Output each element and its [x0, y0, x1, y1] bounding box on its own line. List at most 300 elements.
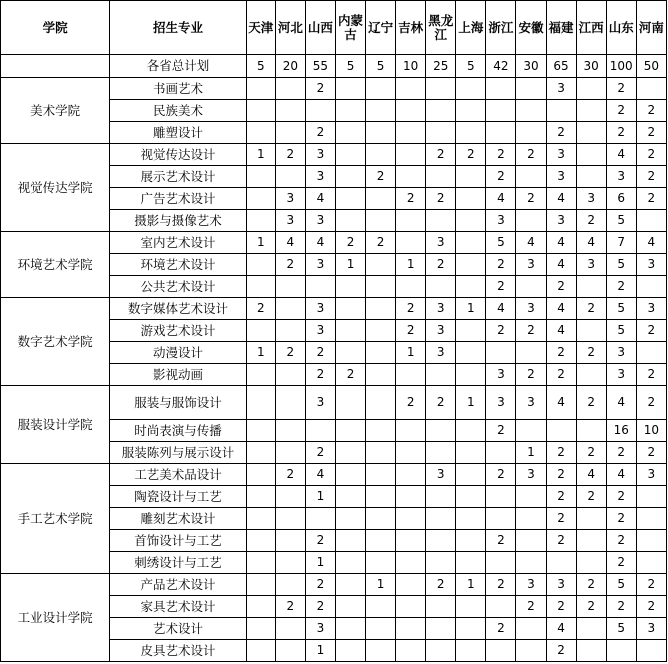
quota-cell — [335, 166, 365, 188]
major-cell: 产品艺术设计 — [110, 574, 246, 596]
quota-cell: 4 — [606, 386, 636, 420]
major-cell: 摄影与摄像艺术 — [110, 210, 246, 232]
major-cell: 服装与服饰设计 — [110, 386, 246, 420]
quota-cell: 6 — [606, 188, 636, 210]
quota-cell: 1 — [246, 342, 275, 364]
college-cell: 服装设计学院 — [1, 386, 110, 464]
quota-cell: 3 — [576, 188, 606, 210]
quota-cell: 2 — [546, 276, 576, 298]
quota-cell: 2 — [576, 342, 606, 364]
quota-cell: 1 — [366, 574, 396, 596]
quota-cell: 3 — [426, 320, 456, 342]
quota-cell — [456, 122, 486, 144]
quota-cell — [275, 122, 305, 144]
totals-row — [1, 55, 667, 78]
quota-cell: 2 — [606, 486, 636, 508]
quota-cell — [396, 640, 426, 662]
quota-cell — [335, 552, 365, 574]
quota-cell — [246, 78, 275, 100]
quota-cell — [426, 276, 456, 298]
quota-cell — [275, 364, 305, 386]
quota-cell: 2 — [305, 442, 335, 464]
quota-cell — [275, 486, 305, 508]
province-header: 福建 — [546, 1, 576, 55]
quota-cell — [516, 210, 546, 232]
quota-cell: 1 — [335, 254, 365, 276]
quota-cell — [246, 530, 275, 552]
quota-cell — [636, 530, 666, 552]
quota-cell — [275, 618, 305, 640]
quota-cell — [246, 210, 275, 232]
quota-cell — [366, 508, 396, 530]
quota-cell — [456, 618, 486, 640]
quota-cell — [426, 210, 456, 232]
quota-cell — [456, 530, 486, 552]
major-cell: 工艺美术品设计 — [110, 464, 246, 486]
quota-cell — [576, 640, 606, 662]
quota-cell — [366, 618, 396, 640]
quota-cell — [366, 144, 396, 166]
quota-cell: 2 — [516, 188, 546, 210]
quota-cell — [426, 364, 456, 386]
quota-cell: 3 — [275, 210, 305, 232]
quota-cell: 5 — [606, 574, 636, 596]
quota-cell: 2 — [456, 144, 486, 166]
major-cell: 时尚表演与传播 — [110, 420, 246, 442]
major-cell: 雕刻艺术设计 — [110, 508, 246, 530]
quota-cell — [275, 574, 305, 596]
quota-cell — [426, 122, 456, 144]
quota-cell: 2 — [636, 166, 666, 188]
quota-cell — [275, 320, 305, 342]
province-header: 内蒙古 — [335, 1, 365, 55]
quota-cell — [576, 420, 606, 442]
quota-cell — [576, 530, 606, 552]
quota-cell — [396, 464, 426, 486]
quota-cell — [576, 364, 606, 386]
quota-cell: 3 — [305, 298, 335, 320]
province-header: 江西 — [576, 1, 606, 55]
quota-cell — [275, 420, 305, 442]
quota-cell — [275, 298, 305, 320]
quota-cell — [636, 508, 666, 530]
quota-cell: 2 — [546, 464, 576, 486]
quota-cell — [335, 442, 365, 464]
quota-cell: 5 — [486, 232, 516, 254]
quota-cell — [516, 78, 546, 100]
quota-cell — [486, 122, 516, 144]
quota-cell — [456, 342, 486, 364]
major-cell: 雕塑设计 — [110, 122, 246, 144]
quota-cell: 2 — [366, 232, 396, 254]
quota-cell — [396, 166, 426, 188]
quota-cell — [335, 342, 365, 364]
quota-cell: 3 — [516, 298, 546, 320]
quota-cell — [426, 618, 456, 640]
quota-cell: 1 — [305, 552, 335, 574]
quota-cell: 2 — [636, 574, 666, 596]
quota-cell — [246, 574, 275, 596]
quota-cell — [396, 276, 426, 298]
quota-cell — [456, 508, 486, 530]
quota-cell: 2 — [606, 276, 636, 298]
quota-cell — [486, 100, 516, 122]
quota-cell — [246, 276, 275, 298]
quota-cell — [456, 486, 486, 508]
quota-cell: 3 — [305, 320, 335, 342]
major-cell: 首饰设计与工艺 — [110, 530, 246, 552]
quota-cell: 2 — [275, 342, 305, 364]
quota-cell: 10 — [636, 420, 666, 442]
quota-cell: 2 — [636, 442, 666, 464]
quota-cell: 2 — [636, 320, 666, 342]
totals-blank-cell — [1, 55, 110, 78]
quota-cell: 2 — [606, 508, 636, 530]
quota-cell — [396, 508, 426, 530]
quota-cell — [456, 166, 486, 188]
quota-cell — [366, 464, 396, 486]
table-row — [1, 232, 667, 254]
quota-cell — [456, 210, 486, 232]
quota-cell: 2 — [576, 298, 606, 320]
college-cell: 数字艺术学院 — [1, 298, 110, 386]
quota-cell: 1 — [456, 298, 486, 320]
quota-cell: 3 — [546, 144, 576, 166]
quota-cell — [516, 552, 546, 574]
quota-cell: 2 — [546, 342, 576, 364]
quota-cell — [396, 442, 426, 464]
quota-cell: 2 — [546, 640, 576, 662]
quota-cell — [335, 640, 365, 662]
quota-cell — [396, 232, 426, 254]
quota-cell: 2 — [636, 188, 666, 210]
quota-cell — [486, 342, 516, 364]
quota-cell — [456, 364, 486, 386]
major-cell: 动漫设计 — [110, 342, 246, 364]
quota-cell: 3 — [636, 618, 666, 640]
header-row — [1, 1, 667, 55]
quota-cell: 2 — [426, 144, 456, 166]
quota-cell — [246, 552, 275, 574]
quota-cell — [576, 100, 606, 122]
totals-label: 各省总计划 — [110, 55, 246, 78]
quota-cell — [366, 342, 396, 364]
quota-cell: 2 — [305, 530, 335, 552]
quota-cell — [396, 574, 426, 596]
province-header: 吉林 — [396, 1, 426, 55]
quota-cell — [305, 100, 335, 122]
quota-cell — [275, 386, 305, 420]
quota-cell — [636, 342, 666, 364]
quota-cell — [576, 552, 606, 574]
total-cell: 100 — [606, 55, 636, 78]
quota-cell: 3 — [305, 386, 335, 420]
quota-cell — [396, 530, 426, 552]
quota-cell: 2 — [486, 464, 516, 486]
quota-cell: 2 — [576, 386, 606, 420]
quota-cell: 4 — [486, 298, 516, 320]
quota-cell — [516, 640, 546, 662]
quota-cell — [636, 276, 666, 298]
quota-cell — [366, 530, 396, 552]
quota-cell — [366, 552, 396, 574]
major-cell: 影视动画 — [110, 364, 246, 386]
quota-cell — [546, 100, 576, 122]
major-cell: 环境艺术设计 — [110, 254, 246, 276]
college-cell: 美术学院 — [1, 78, 110, 144]
quota-cell: 2 — [516, 320, 546, 342]
quota-cell: 4 — [305, 464, 335, 486]
quota-cell — [516, 342, 546, 364]
quota-cell: 1 — [396, 342, 426, 364]
quota-cell: 3 — [576, 254, 606, 276]
total-cell: 55 — [305, 55, 335, 78]
quota-cell: 3 — [546, 210, 576, 232]
quota-cell: 2 — [396, 386, 426, 420]
quota-cell — [456, 464, 486, 486]
quota-cell — [576, 122, 606, 144]
quota-cell: 3 — [426, 298, 456, 320]
quota-cell — [366, 486, 396, 508]
quota-cell — [426, 552, 456, 574]
major-cell: 陶瓷设计与工艺 — [110, 486, 246, 508]
quota-cell: 2 — [396, 298, 426, 320]
quota-cell: 3 — [305, 618, 335, 640]
quota-cell: 2 — [606, 442, 636, 464]
quota-cell — [636, 552, 666, 574]
quota-cell: 2 — [546, 364, 576, 386]
quota-cell: 5 — [606, 298, 636, 320]
quota-cell — [396, 100, 426, 122]
quota-cell — [366, 210, 396, 232]
province-header: 黑龙江 — [426, 1, 456, 55]
quota-cell: 2 — [636, 100, 666, 122]
total-cell: 50 — [636, 55, 666, 78]
quota-cell — [275, 552, 305, 574]
quota-cell: 2 — [576, 574, 606, 596]
quota-cell: 4 — [516, 232, 546, 254]
quota-cell: 2 — [426, 574, 456, 596]
quota-cell: 4 — [275, 232, 305, 254]
quota-cell — [456, 420, 486, 442]
quota-cell — [366, 640, 396, 662]
quota-cell: 2 — [366, 166, 396, 188]
quota-cell: 5 — [606, 618, 636, 640]
quota-cell — [275, 508, 305, 530]
quota-cell — [576, 508, 606, 530]
quota-cell — [396, 420, 426, 442]
quota-cell — [335, 486, 365, 508]
quota-cell: 2 — [275, 596, 305, 618]
quota-cell: 3 — [305, 166, 335, 188]
major-cell: 广告艺术设计 — [110, 188, 246, 210]
quota-cell — [246, 596, 275, 618]
quota-cell — [456, 78, 486, 100]
quota-cell: 3 — [516, 254, 546, 276]
quota-cell — [366, 188, 396, 210]
quota-cell — [246, 486, 275, 508]
table-row — [1, 298, 667, 320]
major-cell: 室内艺术设计 — [110, 232, 246, 254]
quota-cell: 4 — [546, 298, 576, 320]
quota-cell: 2 — [606, 78, 636, 100]
quota-cell — [516, 122, 546, 144]
quota-cell — [576, 276, 606, 298]
quota-cell — [366, 276, 396, 298]
quota-cell: 2 — [396, 320, 426, 342]
quota-cell: 2 — [486, 574, 516, 596]
quota-cell — [275, 166, 305, 188]
quota-cell — [246, 188, 275, 210]
province-header: 山东 — [606, 1, 636, 55]
quota-cell: 4 — [606, 464, 636, 486]
quota-cell — [366, 320, 396, 342]
quota-cell — [275, 100, 305, 122]
quota-cell: 2 — [576, 442, 606, 464]
quota-cell: 4 — [305, 188, 335, 210]
quota-cell: 3 — [426, 232, 456, 254]
quota-cell: 3 — [486, 386, 516, 420]
quota-cell — [486, 596, 516, 618]
total-cell: 25 — [426, 55, 456, 78]
quota-cell — [246, 122, 275, 144]
quota-cell: 2 — [335, 364, 365, 386]
table-row — [1, 144, 667, 166]
quota-cell: 4 — [546, 618, 576, 640]
quota-cell: 2 — [426, 254, 456, 276]
quota-cell — [275, 640, 305, 662]
quota-cell — [576, 618, 606, 640]
quota-cell: 3 — [546, 78, 576, 100]
quota-cell — [335, 596, 365, 618]
quota-cell — [426, 420, 456, 442]
quota-cell — [246, 464, 275, 486]
quota-cell — [366, 122, 396, 144]
quota-cell: 16 — [606, 420, 636, 442]
quota-cell: 2 — [606, 100, 636, 122]
quota-cell: 3 — [636, 254, 666, 276]
quota-cell: 2 — [305, 122, 335, 144]
quota-cell — [396, 78, 426, 100]
quota-cell: 3 — [426, 342, 456, 364]
quota-cell: 2 — [606, 552, 636, 574]
quota-cell — [396, 596, 426, 618]
quota-cell: 1 — [246, 144, 275, 166]
total-cell: 10 — [396, 55, 426, 78]
quota-cell: 2 — [606, 596, 636, 618]
quota-cell: 2 — [516, 364, 546, 386]
quota-cell: 2 — [576, 210, 606, 232]
quota-cell — [275, 276, 305, 298]
quota-cell: 1 — [456, 574, 486, 596]
quota-cell: 3 — [636, 464, 666, 486]
quota-cell — [426, 78, 456, 100]
quota-cell — [636, 210, 666, 232]
quota-cell: 2 — [546, 442, 576, 464]
quota-cell — [396, 618, 426, 640]
quota-cell: 2 — [546, 530, 576, 552]
quota-cell: 3 — [636, 298, 666, 320]
quota-cell — [335, 188, 365, 210]
major-cell: 民族美术 — [110, 100, 246, 122]
quota-cell — [396, 122, 426, 144]
quota-cell: 3 — [606, 166, 636, 188]
quota-cell: 2 — [486, 144, 516, 166]
quota-cell — [366, 364, 396, 386]
quota-cell: 3 — [305, 210, 335, 232]
college-cell: 手工艺术学院 — [1, 464, 110, 574]
quota-cell: 2 — [426, 386, 456, 420]
quota-cell: 1 — [246, 232, 275, 254]
quota-cell — [426, 100, 456, 122]
major-header: 招生专业 — [110, 1, 246, 55]
quota-cell — [335, 210, 365, 232]
quota-cell: 5 — [606, 320, 636, 342]
quota-cell — [636, 78, 666, 100]
quota-cell — [246, 166, 275, 188]
quota-cell: 2 — [636, 386, 666, 420]
quota-cell: 3 — [606, 364, 636, 386]
quota-cell — [396, 364, 426, 386]
quota-cell — [246, 442, 275, 464]
quota-cell — [335, 122, 365, 144]
major-cell: 公共艺术设计 — [110, 276, 246, 298]
quota-cell: 2 — [275, 464, 305, 486]
quota-cell: 2 — [516, 596, 546, 618]
quota-cell: 3 — [275, 188, 305, 210]
quota-cell: 3 — [546, 574, 576, 596]
quota-cell — [396, 210, 426, 232]
major-cell: 服装陈列与展示设计 — [110, 442, 246, 464]
quota-cell: 4 — [546, 232, 576, 254]
quota-cell — [426, 508, 456, 530]
quota-cell — [246, 618, 275, 640]
quota-cell: 4 — [546, 320, 576, 342]
quota-cell — [246, 364, 275, 386]
quota-cell — [335, 320, 365, 342]
total-cell: 20 — [275, 55, 305, 78]
province-header: 山西 — [305, 1, 335, 55]
quota-cell — [516, 100, 546, 122]
quota-cell — [636, 486, 666, 508]
quota-cell: 2 — [546, 508, 576, 530]
quota-cell — [486, 508, 516, 530]
table-body — [1, 78, 667, 662]
quota-cell — [335, 574, 365, 596]
quota-cell — [426, 640, 456, 662]
quota-cell — [366, 78, 396, 100]
total-cell: 65 — [546, 55, 576, 78]
major-cell: 游戏艺术设计 — [110, 320, 246, 342]
quota-cell: 2 — [606, 122, 636, 144]
province-header: 河南 — [636, 1, 666, 55]
quota-cell — [335, 100, 365, 122]
quota-cell — [456, 232, 486, 254]
quota-cell — [335, 464, 365, 486]
quota-cell — [366, 298, 396, 320]
quota-cell: 2 — [486, 166, 516, 188]
quota-cell — [456, 640, 486, 662]
quota-cell — [516, 420, 546, 442]
table-row — [1, 78, 667, 100]
quota-cell: 1 — [305, 640, 335, 662]
quota-cell: 2 — [335, 232, 365, 254]
quota-cell — [486, 486, 516, 508]
quota-cell — [516, 166, 546, 188]
total-cell: 30 — [516, 55, 546, 78]
quota-cell: 3 — [516, 464, 546, 486]
quota-cell: 2 — [486, 530, 516, 552]
